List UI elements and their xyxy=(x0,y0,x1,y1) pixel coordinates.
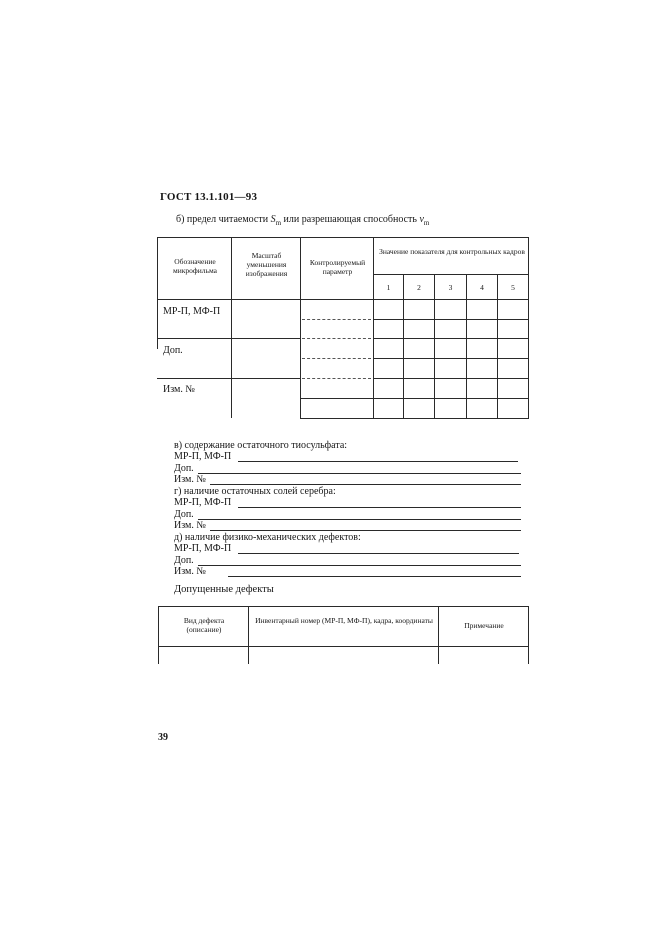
g-line-izm-label: Изм. № xyxy=(174,520,206,531)
col-values: Значение показателя для контрольных кадров xyxy=(379,247,525,256)
g-line-dop-label: Доп. xyxy=(174,509,194,520)
col-inventory: Инвентарный номер (МР-П, МФ-П), кадра, координаты xyxy=(255,616,433,625)
table-border-bottom xyxy=(300,418,529,419)
frame-number: 1 xyxy=(386,283,391,292)
table-border-top xyxy=(157,237,529,238)
row-label-mr-mf: МР-П, МФ-П xyxy=(163,306,221,317)
v-line-izm-label: Изм. № xyxy=(174,474,206,485)
row-label-dop: Доп. xyxy=(163,345,183,356)
v-line-izm-blank xyxy=(210,484,521,485)
d-line-izm-label: Изм. № xyxy=(174,566,206,577)
frame-number: 2 xyxy=(417,283,421,292)
d-line-dop-label: Доп. xyxy=(174,555,194,566)
section-v-title: в) содержание остаточного тиосульфата: xyxy=(174,440,348,451)
subtitle-middle: или разрешающая способность xyxy=(283,214,417,225)
col-param: Контролируемый параметр xyxy=(309,258,366,276)
frames-header-divider xyxy=(373,274,529,275)
g-line-izm-blank xyxy=(210,530,521,531)
table-border-right xyxy=(528,237,529,419)
page-number: 39 xyxy=(158,732,168,743)
defects-title: Допущенные дефекты xyxy=(174,584,274,595)
document-header: ГОСТ 13.1.101—93 xyxy=(160,191,258,203)
v-symbol: v xyxy=(419,214,424,225)
col-note: Примечание xyxy=(464,621,504,630)
s-symbol: S xyxy=(270,214,276,225)
g-line-mr-label: МР-П, МФ-П xyxy=(174,497,232,508)
d-line-mr-label: МР-П, МФ-П xyxy=(174,543,232,554)
section-d-title: д) наличие физико-механических дефектов: xyxy=(174,532,361,543)
defects-table xyxy=(158,606,529,664)
d-line-mr-blank xyxy=(238,553,519,554)
g-line-mr-blank xyxy=(238,507,521,508)
table2-border-top xyxy=(158,606,529,607)
frame-number: 5 xyxy=(511,283,515,292)
v-subscript: m xyxy=(423,219,430,227)
d-line-dop-blank xyxy=(198,565,521,566)
d-line-izm-blank xyxy=(228,576,521,577)
section-g-title: г) наличие остаточных солей серебра: xyxy=(174,486,336,497)
frame-number: 3 xyxy=(448,283,453,292)
section-b-title xyxy=(176,214,429,227)
table-header-bottom xyxy=(157,299,529,300)
v-line-dop-blank xyxy=(198,473,521,474)
s-subscript: m xyxy=(275,219,282,227)
v-line-dop-label: Доп. xyxy=(174,463,194,474)
frame-number: 4 xyxy=(480,283,484,292)
g-line-dop-blank xyxy=(198,519,521,520)
table-border-left xyxy=(157,237,158,349)
col-scale: Масштаб уменьшения изображения xyxy=(245,251,288,278)
v-line-mr-label: МР-П, МФ-П xyxy=(174,451,232,462)
col-defect-kind: Вид дефекта (описание) xyxy=(183,616,225,634)
subtitle-prefix: б) предел читаемости xyxy=(176,214,269,225)
col-designation: Обозначение микрофильма xyxy=(173,257,217,275)
v-line-mr-blank xyxy=(238,461,518,462)
resolution-table xyxy=(157,237,529,419)
row-label-izm: Изм. № xyxy=(163,384,195,395)
table2-header-bottom xyxy=(158,646,529,647)
